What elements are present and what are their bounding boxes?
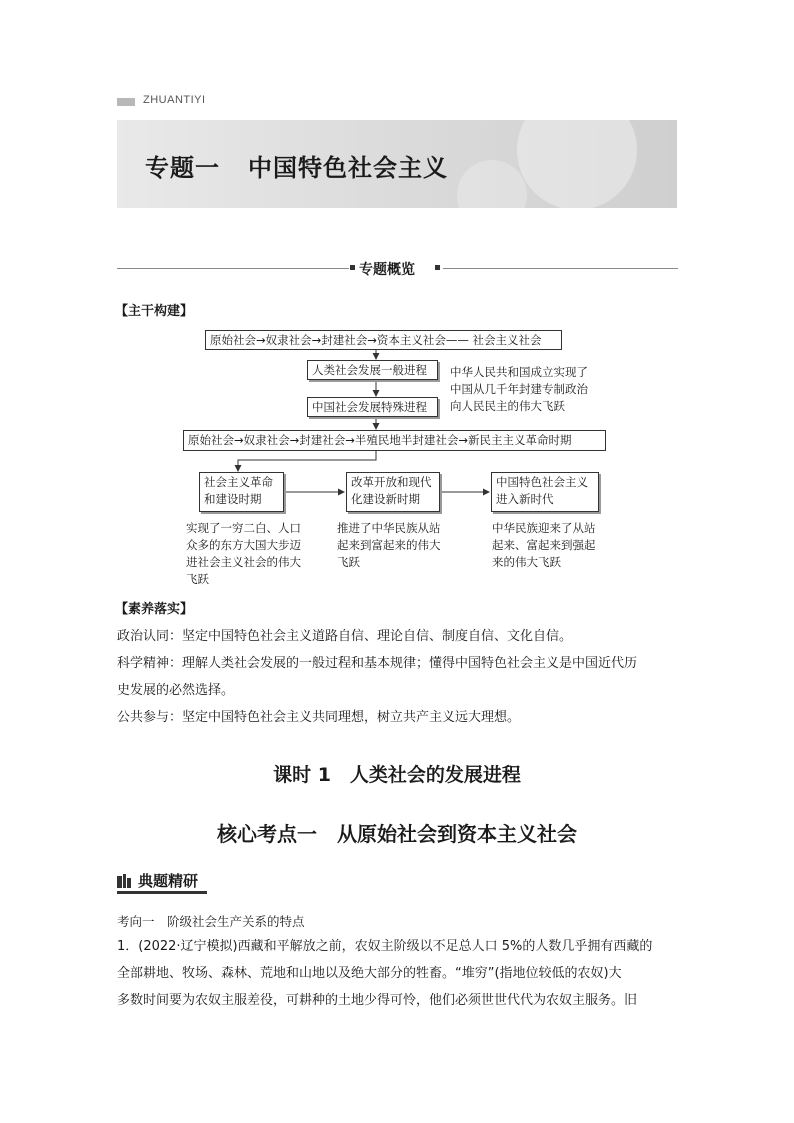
literacy-item: 科学精神：理解人类社会发展的一般过程和基本规律；懂得中国特色社会主义是中国近代历: [117, 656, 638, 671]
stage-2-description: [337, 520, 441, 571]
stage-3-line: 中国特色社会主义: [496, 475, 588, 489]
core-topic-title: 核心考点一 从原始社会到资本主义社会: [217, 822, 577, 846]
desc-line: 进社会主义社会的伟大: [186, 555, 301, 569]
note-line: 向人民民主的伟大飞跃: [450, 399, 565, 413]
diagram-box-stage-1: [199, 472, 284, 512]
desc-line: 飞跃: [337, 555, 360, 569]
note-line: 中国从几千年封建专制政治: [450, 382, 588, 396]
question-line: 全部耕地、牧场、森林、荒地和山地以及绝大部分的牲畜。“堆穷”(指地位较低的农奴)大: [117, 966, 622, 981]
desc-line: 推进了中华民族从站: [337, 521, 441, 535]
title-part2: 中国特色社会主义: [248, 154, 448, 182]
stage-2-line: 改革开放和现代: [351, 475, 432, 489]
header-tag: ZHUANTIYI: [143, 94, 206, 106]
stage-3-line: 进入新时代: [496, 492, 554, 506]
literacy-item: 公共参与：坚定中国特色社会主义共同理想，树立共产主义远大理想。: [117, 710, 521, 725]
diagram-box-stage-3: [491, 472, 599, 512]
stage-2-line: 化建设新时期: [351, 492, 420, 506]
question-line: 1．(2022·辽宁模拟)西藏和平解放之前，农奴主阶级以不足总人口 5%的人数几乎拥有西藏的: [117, 939, 653, 954]
desc-line: 众多的东方大国大步迈: [186, 538, 301, 552]
stage-3-description: [492, 520, 596, 571]
stage-1-line: 社会主义革命: [204, 475, 273, 489]
section-label-literacy: 【素养落实】: [115, 602, 194, 617]
desc-line: 起来、富起来到强起: [492, 538, 596, 552]
diagram-side-note: [450, 364, 588, 415]
lesson-title: 课时 1 人类社会的发展进程: [273, 764, 521, 786]
desc-line: 飞跃: [186, 572, 209, 586]
question-line: 多数时间要为农奴主服差役，可耕种的土地少得可怜，他们必须世世代代为农奴主服务。旧: [117, 993, 638, 1008]
diagram-box-china-sequence: 原始社会→奴隶社会→封建社会→半殖民地半封建社会→新民主主义革命时期: [183, 430, 606, 451]
question-1: [117, 933, 679, 1014]
literacy-item: 史发展的必然选择。: [117, 683, 235, 698]
overview-title: 专题概览: [359, 262, 415, 278]
diagram-box-special-process: 中国社会发展特殊进程: [307, 397, 438, 417]
section-label-dianti: 典题精研: [138, 872, 199, 890]
section-underline: [117, 891, 207, 894]
section-label-main: 【主干构建】: [115, 304, 194, 319]
desc-line: 实现了一穷二白、人口: [186, 521, 301, 535]
desc-line: 中华民族迎来了从站: [492, 521, 596, 535]
desc-line: 来的伟大飞跃: [492, 555, 561, 569]
book-icon: [117, 874, 131, 888]
stage-1-description: [186, 520, 301, 588]
desc-line: 起来到富起来的伟大: [337, 538, 441, 552]
diagram-box-stage-2: [346, 472, 440, 512]
literacy-list: [117, 623, 679, 731]
note-line: 中华人民共和国成立实现了: [450, 365, 588, 379]
title-part1: 专题一: [145, 154, 220, 182]
kaoxiang-heading: 考向一 阶级社会生产关系的特点: [117, 914, 305, 929]
literacy-item: 政治认同：坚定中国特色社会主义道路自信、理论自信、制度自信、文化自信。: [117, 629, 573, 644]
stage-1-line: 和建设时期: [204, 492, 262, 506]
diagram-box-general-sequence: 原始社会→奴隶社会→封建社会→资本主义社会—— 社会主义社会: [205, 330, 562, 350]
diagram-box-general-process: 人类社会发展一般进程: [307, 360, 438, 380]
